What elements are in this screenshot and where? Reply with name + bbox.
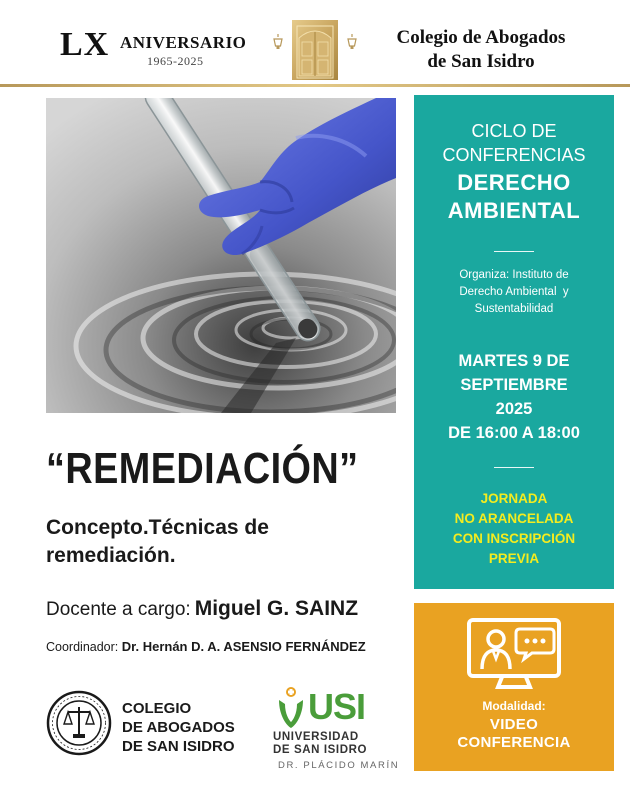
cycle-topic [414,169,614,225]
anniversary-years: 1965-2025 [147,54,204,68]
usi-name-line: UNIVERSIDAD [273,731,359,743]
test-tube-water-photo [46,98,396,413]
colegio-seal-logo [46,690,112,756]
docente-name: Miguel G. SAINZ [194,597,359,620]
event-date-line: MARTES 9 DE [458,352,570,370]
modality-value-line: CONFERENCIA [457,734,571,751]
modality-value-line: VIDEO [489,716,539,733]
organizer [414,267,614,318]
page-title: “REMEDIACIÓN” [46,444,359,493]
cycle-topic-line: DERECHO [457,170,571,195]
event-date-line: 2025 [495,400,533,418]
modality-label: Modalidad: [482,699,546,713]
coordinador-name: Dr. Hernán D. A. ASENSIO FERNÁNDEZ [121,639,366,654]
colegio-logo-line: DE SAN ISIDRO [122,738,235,755]
usi-leaf-icon [277,686,305,730]
note-line: PREVIA [488,551,540,566]
cycle-topic-line: AMBIENTAL [447,198,581,223]
organizer-line: Derecho Ambiental y [459,286,569,298]
cycle-title [414,119,614,167]
usi-name-line: DE SAN ISIDRO [273,744,368,756]
anniversary-numeral: LX [60,26,110,63]
event-time: DE 16:00 A 18:00 [448,424,580,442]
note-line: JORNADA [480,491,548,506]
colegio-header-line: de San Isidro [427,51,535,72]
cycle-title-line: CICLO DE [471,121,557,141]
video-conference-icon [466,617,562,691]
coordinador [46,639,366,654]
organizer-line: Organiza: Instituto de [459,269,569,281]
subtitle [46,514,366,570]
modality-panel [414,603,614,771]
colegio-logo-text [122,699,235,756]
usi-wordmark: USI [308,686,366,727]
cycle-title-line: CONFERENCIAS [442,145,586,165]
colegio-header-title [381,26,581,74]
free-registration-note [414,489,614,569]
subtitle-line: Concepto.Técnicas de [46,516,269,539]
lamp-icon [346,34,358,50]
lamp-icon [272,34,284,50]
modality-value [414,716,614,752]
usi-founder-line: DR. PLÁCIDO MARÍN [278,760,400,771]
docente [46,597,358,621]
colegio-logo-line: DE ABOGADOS [122,719,235,736]
organizer-line: Sustentabilidad [474,303,554,315]
colegio-logo-line: COLEGIO [122,700,192,717]
event-info-panel [414,95,614,589]
subtitle-line: remediación. [46,544,176,567]
event-date [414,349,614,445]
colegio-header-line: Colegio de Abogados [396,27,566,48]
note-line: CON INSCRIPCIÓN [452,531,576,546]
door-logo-icon [290,18,340,82]
note-line: NO ARANCELADA [454,511,574,526]
header [0,0,630,86]
header-divider [0,84,630,87]
coordinador-label: Coordinador: [46,640,119,654]
event-date-line: SEPTIEMBRE [460,376,568,394]
divider [494,467,534,468]
docente-label: Docente a cargo: [46,599,191,620]
divider [494,251,534,252]
anniversary-label: ANIVERSARIO [120,33,247,52]
